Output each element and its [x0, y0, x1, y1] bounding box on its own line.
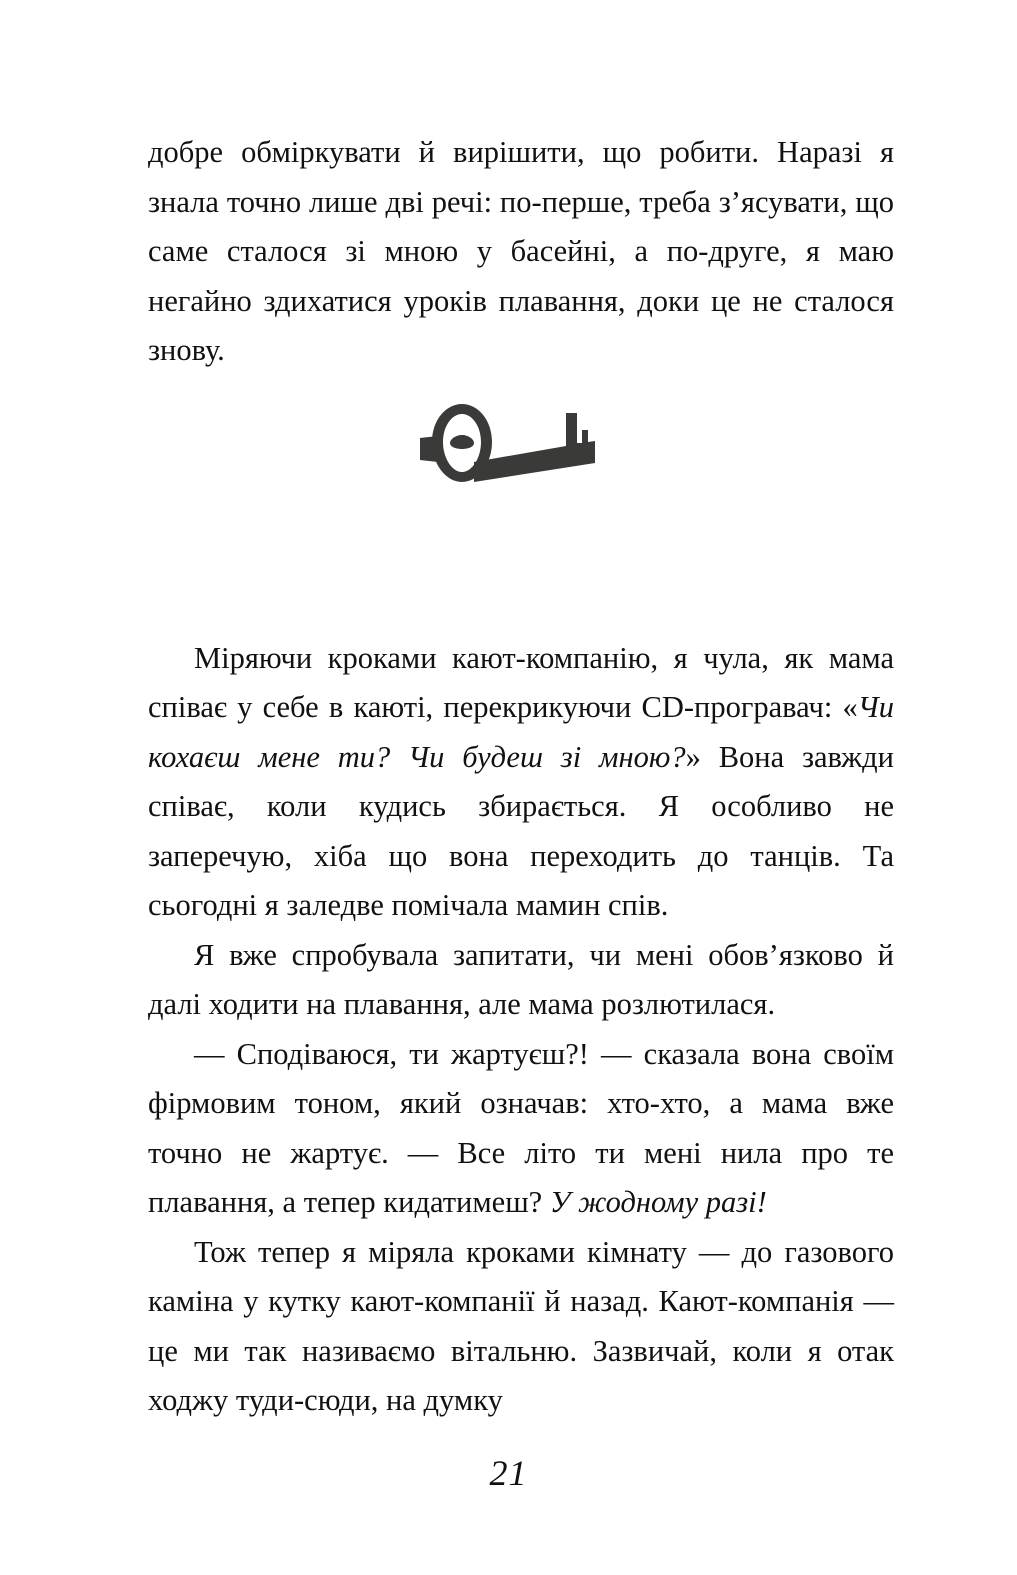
paragraph-4-emphasis: У жодному разі! [549, 1185, 767, 1219]
page-body-text [148, 128, 894, 1426]
paragraph-2 [148, 634, 894, 931]
paragraph-4-run-1: — Сподіваюся, ти жартуєш?! — сказала вона своїм фірмовим тоном, який означав: хто-хто, а мама вже точно не жартує. — Все літо ти мені нила про те плавання, а тепер кидатимеш? [148, 1036, 894, 1219]
page-number: 21 [489, 1453, 528, 1493]
paragraph-4-dialogue [148, 1030, 894, 1228]
paragraph-5 [148, 1228, 894, 1426]
paragraph-2-run-3: » Вона завжди співає, коли кудись збирається. Я особливо не заперечую, хіба що вона переходить до танців. Та сьогодні я заледве помічала мамин спів. [148, 739, 894, 922]
paragraph-2-song-lyric: Чи кохаєш мене ти? Чи будеш зі мною? [148, 690, 894, 774]
paragraph-1 [148, 128, 894, 376]
paragraph-3-run-1: Я вже спробувала запитати, чи мені обов’язково й далі ходити на плавання, але мама розлютилася. [148, 937, 894, 1021]
paragraph-2-run-1: Міряючи кроками кают-компанію, я чула, як мама співає у себе в каюті, перекрикуючи CD-програвач: « [148, 640, 894, 724]
paragraph-5-run-1: Тож тепер я міряла кроками кімнату — до газового каміна у кутку кают-компанії й назад. Кают-компанія — це ми так називаємо вітальню. Зазвичай, коли я отак ходжу туди-сюди, на думку [148, 1234, 894, 1417]
key-icon [416, 390, 602, 508]
section-break-ornament [0, 386, 1017, 512]
paragraph-1-run-1: добре обміркувати й вирішити, що робити. Наразі я знала точно лише дві речі: по-перше, треба з’ясувати, що саме сталося зі мною у басейні, а по-друге, я маю негайно здихатися уроків плавання, доки це не сталося знову. [148, 135, 894, 367]
paragraph-3 [148, 931, 894, 1030]
